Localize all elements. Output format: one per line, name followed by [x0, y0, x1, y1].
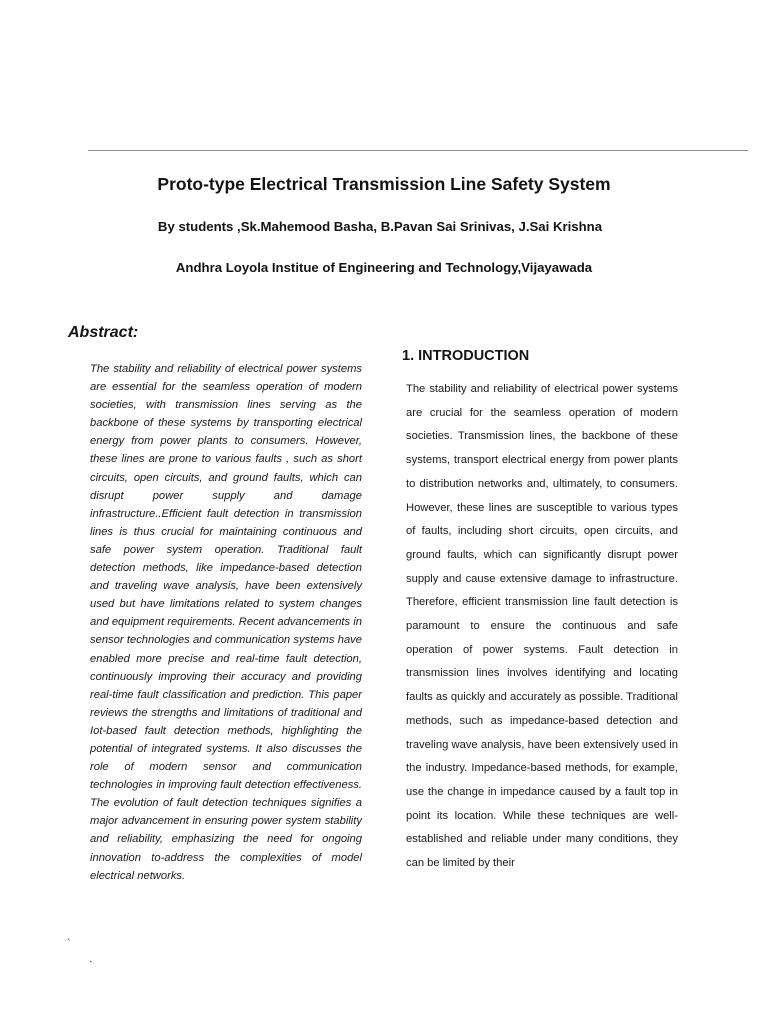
paper-title: Proto-type Electrical Transmission Line Safety System — [157, 174, 611, 194]
introduction-heading: 1. INTRODUCTION — [402, 348, 530, 364]
paper-authors: By students ,Sk.Mahemood Basha, B.Pavan Sai Srinivas, J.Sai Krishna — [157, 219, 603, 234]
introduction-body: The stability and reliability of electrical power systems are crucial for the seamless operation of modern societies. Transmission lines, the backbone of these systems, transport electrical energy from power plants to distribution networks and, ultimately, to consumers. However, these lines are susceptible to various types of faults, including short circuits, open circuits, and ground faults, which can significantly disrupt power supply and cause extensive damage to infrastructure. Therefore, efficient transmission line fault detection is paramount to ensure the continuous and safe operation of power systems. Fault detection in transmission lines involves identifying and locating faults as quickly and accurately as possible. Traditional methods, such as impedance-based detection and traveling wave analysis, have been extensively used in the industry. Impedance-based methods, for example, use the change in impedance caused by a fault top in point its location. While these techniques are well-established and reliable under many conditions, they can be limited by their — [406, 383, 678, 870]
stray-mark: ` — [67, 938, 71, 950]
abstract-body: The stability and reliability of electrical power systems are essential for the seamless operation of modern societies, with transmission lines serving as the backbone of these systems by transporting electrical energy from power plants to consumers. However, these lines are prone to various faults , such as short circuits, open circuits, and ground faults, which can disrupt power supply and damage infrastructure..Efficient fault detection in transmission lines is thus crucial for maintaining continuous and safe power system operation. Traditional fault detection methods, like impedance-based detection and traveling wave analysis, have been extensively used but have limitations related to system changes and equipment requirements. Recent advancements in sensor technologies and communication systems have enabled more precise and real-time fault detection, continuously improving their accuracy and providing real-time fault classification and prediction. This paper reviews the strengths and limitations of traditional and Iot-based fault detection methods, highlighting the potential of integrated systems. It also discusses the role of modern sensor and communication technologies in improving fault detection effectiveness. The evolution of fault detection techniques signifies a major advancement in ensuring power system stability and reliability, emphasizing the need for ongoing innovation to-address the complexities of model electrical networks. — [90, 363, 362, 882]
header-rule — [88, 150, 748, 151]
paper-affiliation: Andhra Loyola Institue of Engineering and Technology,Vijayawada — [175, 260, 593, 275]
stray-mark: ` — [89, 960, 93, 972]
abstract-heading: Abstract: — [68, 324, 139, 341]
